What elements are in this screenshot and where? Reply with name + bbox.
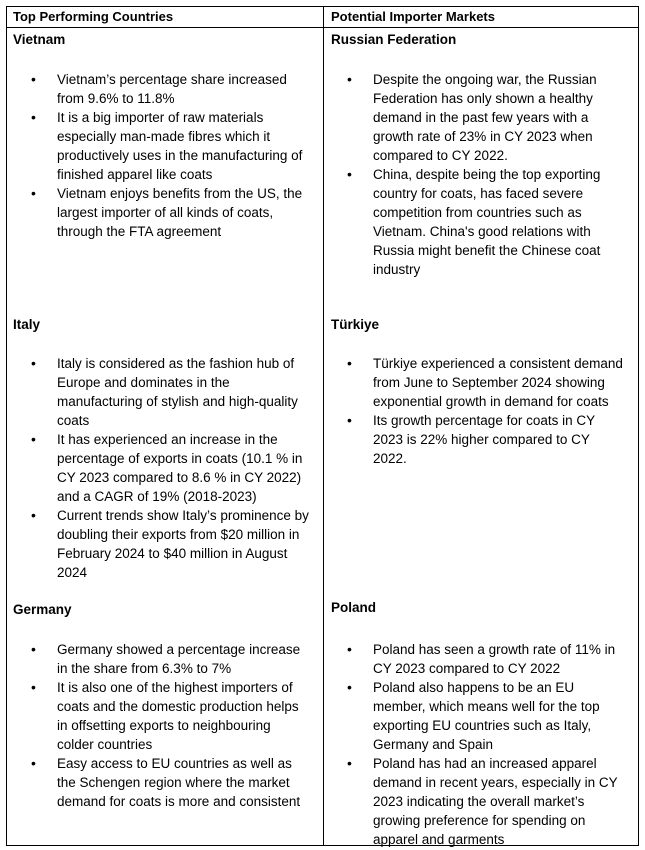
list-item: • Vietnam enjoys benefits from the US, the largest importer of all kinds of coats, through the FTA agreement: [7, 184, 311, 241]
italy-bullet-list: [7, 354, 311, 582]
turkiye-bullet-list: [323, 354, 627, 468]
header-divider: [7, 27, 638, 28]
comparison-table: [6, 6, 639, 846]
list-item: • Vietnam’s percentage share increased from 9.6% to 11.8%: [7, 70, 311, 108]
list-item: • Germany showed a percentage increase in the share from 6.3% to 7%: [7, 640, 311, 678]
list-item: • Its growth percentage for coats in CY 2023 is 22% higher compared to CY 2022.: [323, 411, 627, 468]
list-item: • Italy is considered as the fashion hub of Europe and dominates in the manufacturing of stylish and high-quality coats: [7, 354, 311, 430]
list-item: • It is a big importer of raw materials especially man-made fibres which it productively uses in the manufacturing of finished apparel like coats: [7, 108, 311, 184]
list-item: • Poland has seen a growth rate of 11% in CY 2023 compared to CY 2022: [323, 640, 627, 678]
list-item: • Current trends show Italy’s prominence by doubling their exports from $20 million in February 2024 to $40 million in August 2024: [7, 506, 311, 582]
germany-bullet-list: [7, 640, 311, 811]
country-heading-russian-federation: Russian Federation: [331, 32, 457, 47]
header-potential-importer-markets: Potential Importer Markets: [331, 9, 495, 24]
russia-bullet-list: [323, 70, 627, 279]
country-heading-germany: Germany: [13, 602, 72, 617]
vietnam-bullet-list: [7, 70, 311, 241]
country-heading-italy: Italy: [13, 317, 41, 332]
poland-bullet-list: [323, 640, 627, 849]
list-item: • It has experienced an increase in the percentage of exports in coats (10.1 % in CY 2023 compared to 8.6 % in CY 2022) and a CAGR of 19% (2018-2023): [7, 430, 311, 506]
list-item: • China, despite being the top exporting country for coats, has faced severe competition from countries such as Vietnam. China's good relations with Russia might benefit the Chinese coat industry: [323, 165, 627, 279]
country-heading-vietnam: Vietnam: [13, 32, 66, 47]
header-top-performing-countries: Top Performing Countries: [13, 9, 174, 24]
list-item: • Despite the ongoing war, the Russian Federation has only shown a healthy demand in the past few years with a growth rate of 23% in CY 2023 when compared to CY 2022.: [323, 70, 627, 165]
list-item: • Türkiye experienced a consistent demand from June to September 2024 showing exponential growth in demand for coats: [323, 354, 627, 411]
country-heading-turkiye: Türkiye: [331, 317, 380, 332]
list-item: • Poland has had an increased apparel demand in recent years, especially in CY 2023 indicating the overall market’s growing preference for spending on apparel and garments: [323, 754, 627, 849]
list-item: • It is also one of the highest importers of coats and the domestic production helps in offsetting exports to neighbouring colder countries: [7, 678, 311, 754]
list-item: • Poland also happens to be an EU member, which means well for the top exporting EU countries such as Italy, Germany and Spain: [323, 678, 627, 754]
country-heading-poland: Poland: [331, 600, 377, 615]
list-item: • Easy access to EU countries as well as the Schengen region where the market demand for coats is more and consistent: [7, 754, 311, 811]
